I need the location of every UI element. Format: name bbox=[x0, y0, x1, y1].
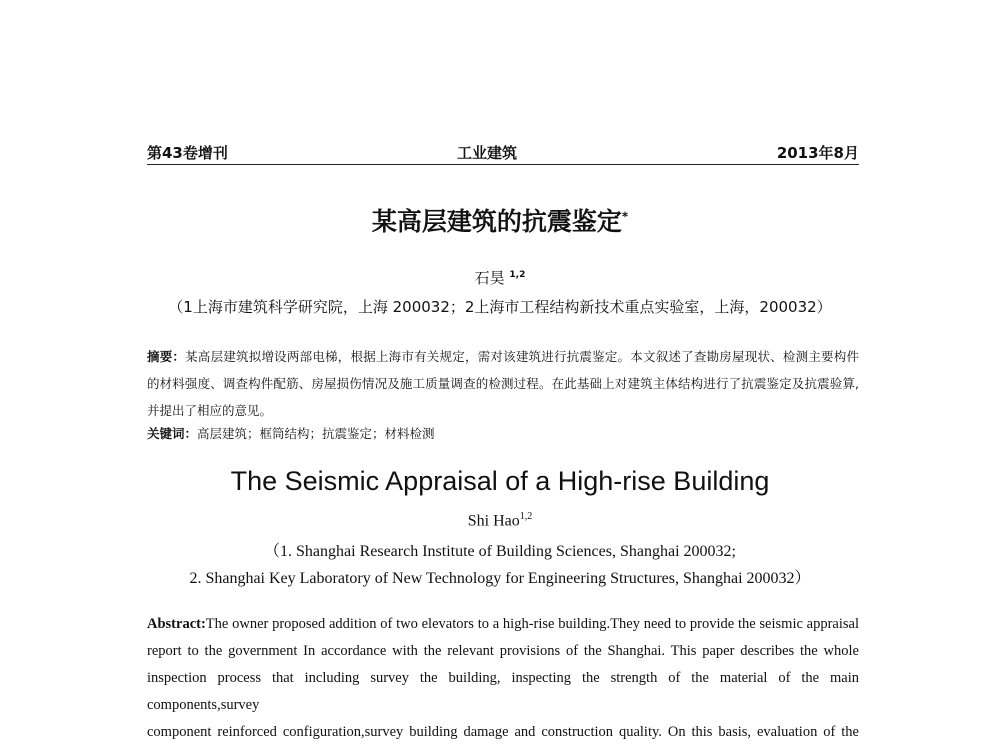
abstract-en-line: The owner proposed addition of two elevators to a high-rise building.They need to provide the seismic appraisal bbox=[205, 616, 859, 632]
header-journal: 工业建筑 bbox=[457, 144, 518, 162]
abstract-en bbox=[147, 611, 859, 746]
author bbox=[0, 267, 1000, 288]
author-sup: 1,2 bbox=[509, 270, 526, 280]
author-name: 石昊 bbox=[474, 269, 505, 287]
abstract-en-label: Abstract: bbox=[147, 616, 206, 632]
keywords-cn bbox=[147, 420, 859, 447]
keywords-cn-label: 关键词： bbox=[147, 426, 198, 441]
abstract-cn-label: 摘要： bbox=[147, 349, 186, 364]
keywords-cn-text: 高层建筑；框筒结构；抗震鉴定；材料检测 bbox=[197, 426, 435, 441]
paper-title bbox=[0, 202, 1000, 238]
author-en-name: Shi Hao bbox=[467, 512, 520, 530]
affiliation-en-2: 2. Shanghai Key Laboratory of New Technology for Engineering Structures, Shanghai 200032） bbox=[189, 570, 811, 587]
running-header bbox=[147, 140, 859, 165]
affiliation: （1上海市建筑科学研究院，上海 200032；2上海市工程结构新技术重点实验室，上海，200032） bbox=[168, 298, 832, 316]
author-en bbox=[0, 511, 1000, 530]
title-text: 某高层建筑的抗震鉴定 bbox=[371, 207, 622, 236]
header-volume: 第43卷增刊 bbox=[147, 144, 228, 162]
paper-title-en: The Seismic Appraisal of a High-rise Building bbox=[230, 466, 770, 496]
abstract-en-line: inspection process that including survey the building, inspecting the strength of the material of the main components,survey bbox=[147, 670, 859, 713]
title-footnote-mark: * bbox=[621, 209, 629, 224]
abstract-en-line: report to the government In accordance with the relevant provisions of the Shanghai. This paper describes the whole bbox=[147, 643, 859, 659]
author-en-sup: 1,2 bbox=[519, 511, 533, 522]
header-date: 2013年8月 bbox=[776, 144, 859, 162]
abstract-en-line: component reinforced configuration,survey building damage and construction quality. On this basis, evaluation of the bbox=[147, 724, 859, 740]
abstract-cn bbox=[147, 343, 859, 424]
affiliation-en-1: （1. Shanghai Research Institute of Building Sciences, Shanghai 200032; bbox=[264, 543, 736, 560]
abstract-cn-text: 某高层建筑拟增设两部电梯，根据上海市有关规定，需对该建筑进行抗震鉴定。本文叙述了查勘房屋现状、检测主要构件的材料强度、调查构件配筋、房屋损伤情况及施工质量调查的检测过程。在此基础上对建筑主体结构进行了抗震鉴定及抗震验算,并提出了相应的意见。 bbox=[147, 349, 859, 418]
